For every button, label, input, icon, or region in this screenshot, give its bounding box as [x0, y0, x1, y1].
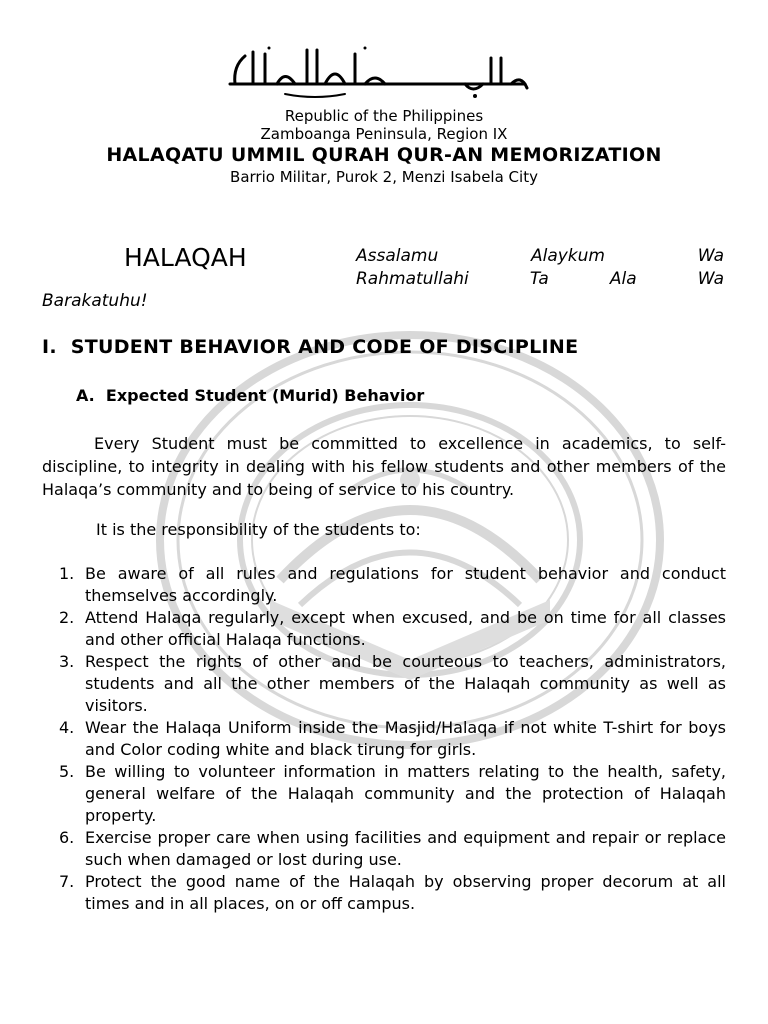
list-item: 5. Be willing to volunteer information in matters relating to the health, safety, general welfare of the Halaqah community and the protection of Halaqah property.	[59, 762, 726, 825]
list-item: 4. Wear the Halaqa Uniform inside the Masjid/Halaqa if not white T-shirt for boys and Color coding white and black tirung for girls.	[59, 718, 726, 759]
responsibility-list	[42, 563, 726, 915]
list-item: 3. Respect the rights of other and be courteous to teachers, administrators, students and all the other members of the Halaqah community as well as visitors.	[59, 652, 726, 715]
intro-paragraph	[42, 432, 726, 501]
intro-text: Every Student must be committed to excellence in academics, to self-discipline, to integrity in dealing with his fellow students and other members of the Halaqa’s community and to being of service to his country.	[42, 434, 726, 499]
greeting-word: Wa	[697, 246, 724, 266]
list-item: 7. Protect the good name of the Halaqah by observing proper decorum at all times and in all places, on or off campus.	[59, 872, 726, 913]
bismillah-calligraphy	[225, 44, 535, 102]
greeting-word: Alaykum	[530, 246, 605, 266]
header-title: HALAQATU UMMIL QURAH QUR-AN MEMORIZATION	[106, 144, 662, 166]
greeting-word: Assalamu	[356, 246, 439, 266]
header-country: Republic of the Philippines	[284, 107, 484, 125]
list-item: 2. Attend Halaqa regularly, except when excused, and be on time for all classes and other official Halaqa functions.	[59, 608, 726, 649]
header-address: Barrio Militar, Purok 2, Menzi Isabela City	[230, 168, 538, 186]
greeting-word: Rahmatullahi	[356, 269, 469, 289]
greeting-closing: Barakatuhu!	[42, 291, 148, 311]
greeting-word: Ala	[609, 269, 637, 289]
greeting-word: Ta	[529, 269, 549, 289]
halaqah-heading: HALAQAH	[124, 243, 247, 272]
section-title: I. STUDENT BEHAVIOR AND CODE OF DISCIPLINE	[42, 336, 579, 358]
responsibility-line: It is the responsibility of the students to:	[96, 520, 421, 539]
header-region: Zamboanga Peninsula, Region IX	[260, 125, 508, 143]
greeting-word: Wa	[697, 269, 724, 289]
greeting-row-1	[356, 245, 724, 268]
list-item: 1. Be aware of all rules and regulations for student behavior and conduct themselves accordingly.	[59, 564, 726, 605]
subsection-title: A. Expected Student (Murid) Behavior	[76, 386, 425, 405]
list-item: 6. Exercise proper care when using facilities and equipment and repair or replace such when damaged or lost during use.	[59, 828, 726, 869]
greeting-row-2	[356, 268, 724, 291]
